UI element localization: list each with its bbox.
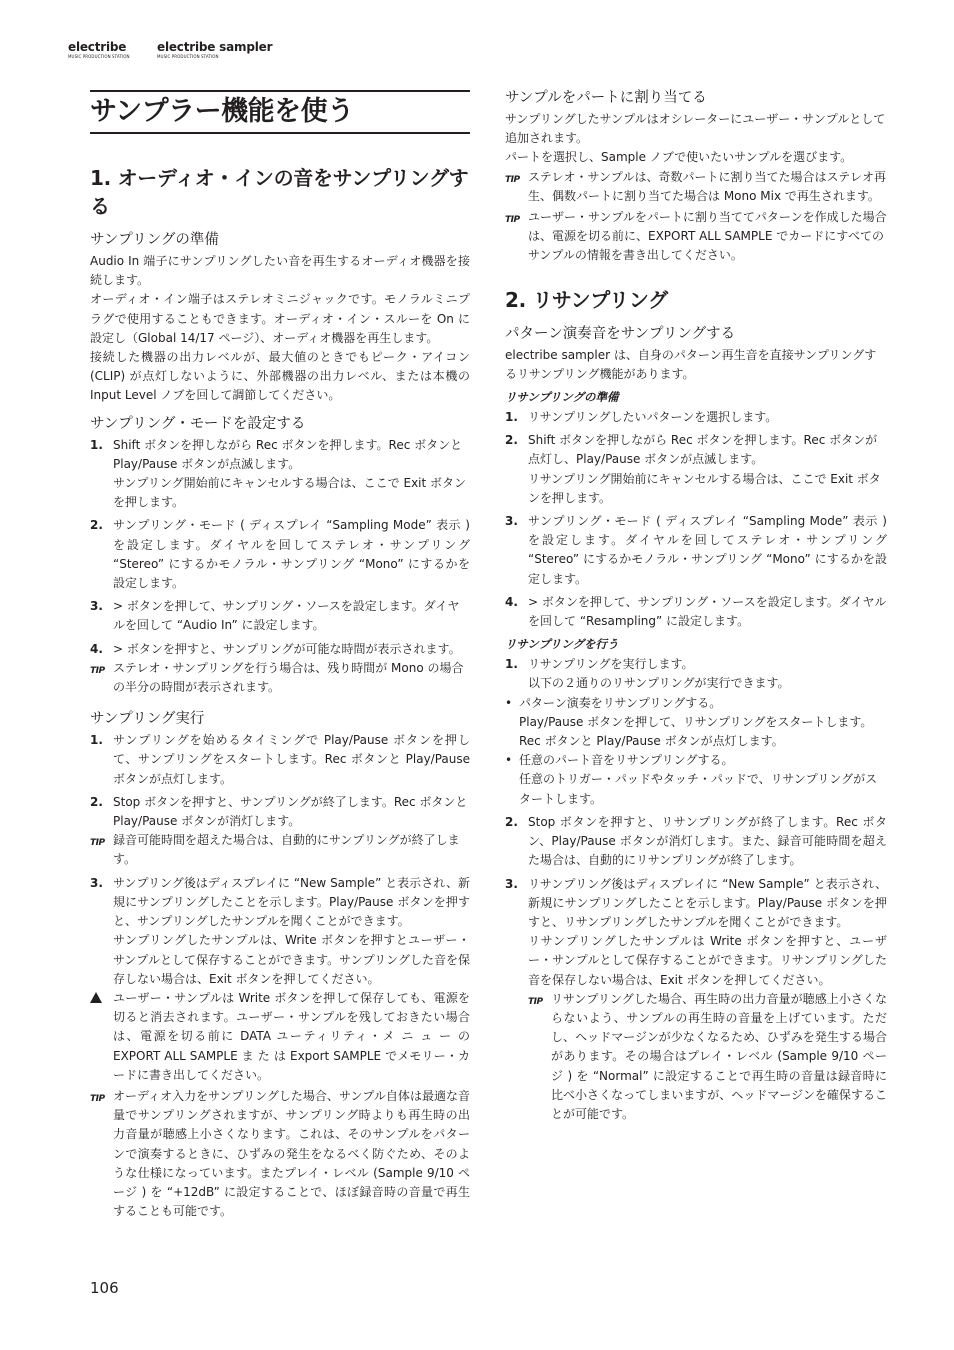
step-text: Shift ボタンを押しながら Rec ボタンを押します。Rec ボタンと Play/Pause ボタンが点滅します。 (113, 437, 463, 471)
step-number: 1. (505, 657, 518, 672)
paragraph: オーディオ・イン端子はステレオミニジャックです。モノラルミニプラグで使用することもできます。オーディオ・イン・スルーを On に設定し（Global 14/17 ページ）、オーディオ機器を再生します。 (90, 292, 470, 345)
step-number: 3. (90, 875, 103, 890)
step-text: > ボタンを押して、サンプリング・ソースを設定します。ダイヤルを回して “Resampling” に設定します。 (528, 594, 887, 629)
step-item (505, 875, 887, 1125)
paragraph: Audio In 端子にサンプリングしたい音を再生するオーディオ機器を接続します。 (90, 254, 470, 288)
step-text: リサンプリングを実行します。 (528, 657, 694, 672)
step-item (90, 874, 470, 1222)
step-number: 3. (90, 599, 103, 614)
step-number: 3. (505, 876, 518, 891)
subsection-heading: サンプリング実行 (90, 711, 205, 728)
subsection-heading: サンプルをパートに割り当てる (505, 90, 707, 106)
warning-text: ユーザー・サンプルは Write ボタンを押して保存しても、電源を切ると消去されます。ユーザー・サンプルを残しておきたい場合は、電源を切る前に DATA ユーティリティ・メ ニ ュ ー の EXPORT ALL SAMPLE ま た は Export SAMPLE でメモリー・カードに書き出してください。 (113, 990, 470, 1082)
step-item (90, 436, 470, 513)
step-text: サンプリング・モード ( ディスプレイ “Sampling Mode” 表示 ) を設定します。ダイヤルを回してステレオ・サンプリング “Stereo” にするかモノラル・サンプリング “Mono” にするかを設定します。 (528, 514, 887, 586)
bullet-text: パターン演奏をリサンプリングする。 (519, 695, 722, 710)
logo-name: electribe sampler (157, 40, 273, 54)
step-text: > ボタンを押すと、サンプリングが可能な時間が表示されます。 (113, 641, 461, 656)
step-number: 2. (90, 794, 103, 809)
step-extra: リサンプリングしたサンプルは Write ボタンを押すと、ユーザー・サンプルとして保存することができます。リサンプリングした音を保存しない場合は、Exit ボタンを押してください。 (528, 934, 887, 987)
warning-icon (90, 992, 102, 1003)
tip-text: リサンプリングした場合、再生時の出力音量が聴感上小さくならないよう、サンプルの再生時の音量を上げています。ただし、ヘッドマージンが少なくなるため、ひずみを発生する場合があります。その場合はプレイ・レベル (Sample 9/10 ページ ) を “Normal” に設定することで再生時の音量は録音時に比べ小さくなってしまいますが、ヘッドマージンを確保することが可能です。 (551, 991, 887, 1121)
bullet-item (505, 751, 887, 809)
tip-text: 録音可能時間を超えた場合は、自動的にサンプリングが終了します。 (113, 833, 460, 867)
subsection-heading: パターン演奏音をサンプリングする (505, 325, 736, 342)
step-extra: サンプリング開始前にキャンセルする場合は、ここで Exit ボタンを押します。 (113, 476, 467, 510)
tip-text: ステレオ・サンプリングを行う場合は、残り時間が Mono の場合の半分の時間が表示されます。 (113, 660, 464, 695)
bullet-extra: Play/Pause ボタンを押して、リサンプリングをスタートします。Rec ボタンと Play/Pause ボタンが点灯します。 (519, 714, 873, 749)
step-number: 3. (505, 514, 518, 529)
bullet-text: 任意のパート音をリサンプリングする。 (519, 753, 734, 768)
step-item (505, 655, 887, 693)
step-item (505, 431, 887, 508)
right-column (505, 88, 887, 1128)
warning-note (90, 989, 470, 1085)
tip-text: ユーザー・サンプルをパートに割り当ててパターンを作成した場合は、電源を切る前に、EXPORT ALL SAMPLE でカードにすべてのサンプルの情報を書き出してください。 (528, 210, 887, 263)
step-number: 4. (90, 641, 103, 656)
tip-icon: TIP (505, 215, 520, 226)
subsection-heading: サンプリング・モードを設定する (90, 415, 306, 432)
tip-icon: TIP (90, 1093, 105, 1104)
step-number: 1. (505, 410, 518, 425)
step-item (505, 593, 887, 631)
step-text: > ボタンを押して、サンプリング・ソースを設定します。ダイヤルを回して “Audio In” に設定します。 (113, 599, 460, 633)
tip-note (505, 208, 887, 266)
tip-text: ステレオ・サンプルは、奇数パートに割り当てた場合はステレオ再生、偶数パートに割り当てた場合は Mono Mix で再生されます。 (528, 169, 886, 203)
step-item (90, 597, 470, 635)
step-number: 1. (90, 437, 103, 452)
tip-icon: TIP (528, 996, 543, 1007)
step-item (90, 793, 470, 870)
step-item (505, 512, 887, 589)
tip-note (528, 990, 887, 1124)
paragraph: サンプリングしたサンプルはオシレーターにユーザー・サンプルとして追加されます。 (505, 112, 886, 146)
electribe-logo (68, 40, 130, 59)
step-number: 2. (505, 814, 518, 829)
paragraph: 接続した機器の出力レベルが、最大値のときでもピーク・アイコン (CLIP) が点灯しないように、外部機器の出力レベル、または本機の Input Level ノブを回して調節してください。 (90, 350, 470, 403)
page-number: 106 (90, 1279, 119, 1297)
section-heading: 1. オーディオ・インの音をサンプリングする (90, 166, 469, 218)
logo-tagline: MUSIC PRODUCTION STATION (157, 54, 219, 59)
tip-text: オーディオ入力をサンプリングした場合、サンプル自体は最適な音量でサンプリングされますが、サンプリング時よりも再生時の出力音量が聴感上小さくなります。これは、そのサンプルをパターンで演奏するときに、ひずみの発生をなるべく防ぐため、そのような仕様になっています。またプレイ・レベル (Sample 9/10 ページ ) を “+12dB” に設定することで、ほぼ録音時の音量で再生することも可能です。 (113, 1088, 470, 1219)
step-extra: リサンプリング開始前にキャンセルする場合は、ここで Exit ボタンを押します。 (528, 471, 881, 505)
tip-icon: TIP (90, 838, 105, 849)
page-title: サンプラー機能を使う (90, 90, 470, 134)
step-text: サンプリングを始めるタイミングで Play/Pause ボタンを押して、サンプリングをスタートします。Rec ボタンと Play/Pause ボタンが点灯します。 (113, 733, 470, 786)
left-column (90, 90, 470, 1225)
section-heading: 2. リサンプリング (505, 287, 668, 312)
tip-note (90, 659, 470, 697)
logo-tagline: MUSIC PRODUCTION STATION (68, 54, 130, 59)
step-number: 1. (90, 733, 103, 748)
step-number: 4. (505, 594, 518, 609)
step-item (505, 408, 887, 427)
step-text: サンプリング・モード ( ディスプレイ “Sampling Mode” 表示 ) を設定します。ダイヤルを回してステレオ・サンプリング “Stereo” にするかモノラル・サンプリング “Mono” にするかを設定します。 (113, 518, 470, 591)
paragraph: パートを選択し、Sample ノブで使いたいサンプルを選びます。 (505, 150, 853, 165)
step-item (505, 813, 887, 871)
step-item (90, 731, 470, 789)
tip-icon: TIP (505, 174, 520, 185)
minor-heading: リサンプリングの準備 (505, 390, 619, 405)
bullet-extra: 任意のトリガー・パッドやタッチ・パッドで、リサンプリングがスタートします。 (519, 772, 878, 806)
step-item (90, 516, 470, 593)
tip-note (90, 1087, 470, 1221)
paragraph: electribe sampler は、自身のパターン再生音を直接サンプリングするリサンプリング機能があります。 (505, 347, 877, 381)
step-extra: サンプリングしたサンプルは、Write ボタンを押すとユーザー・サンプルとして保存することができます。サンプリングした音を保存しない場合は、Exit ボタンを押してください。 (113, 933, 470, 986)
tip-note (505, 168, 887, 206)
step-text: Shift ボタンを押しながら Rec ボタンを押します。Rec ボタンが点灯し、Play/Pause ボタンが点滅します。 (528, 433, 878, 467)
step-text: リサンプリングしたいパターンを選択します。 (528, 410, 778, 425)
step-number: 2. (505, 433, 518, 448)
bullet-dot: • (505, 695, 513, 710)
logo-name: electribe (68, 40, 127, 54)
minor-heading: リサンプリングを行う (505, 637, 619, 652)
subsection-heading: サンプリングの準備 (90, 232, 219, 248)
electribe-sampler-logo (157, 40, 272, 59)
step-item (90, 640, 470, 698)
tip-icon: TIP (90, 665, 105, 676)
step-extra: 以下の２通りのリサンプリングが実行できます。 (528, 676, 790, 691)
step-text: サンプリング後はディスプレイに “New Sample” と表示され、新規にサンプリングしたことを示します。Play/Pause ボタンを押すと、サンプリングしたサンプルを聞くことができます。 (113, 875, 470, 929)
step-number: 2. (90, 518, 103, 533)
step-text: Stop ボタンを押すと、リサンプリングが終了します。Rec ボタン、Play/Pause ボタンが消灯します。また、録音可能時間を超えた場合は、自動的にリサンプリングが終了します。 (528, 814, 887, 868)
step-text: リサンプリング後はディスプレイに “New Sample” と表示され、新規にサンプリングしたことを示します。Play/Pause ボタンを押すと、リサンプリングしたサンプルを聞くことができます。 (528, 876, 887, 929)
step-text: Stop ボタンを押すと、サンプリングが終了します。Rec ボタンと Play/Pause ボタンが消灯します。 (113, 794, 468, 829)
bullet-dot: • (505, 753, 513, 768)
bullet-item (505, 694, 887, 752)
tip-note (90, 831, 470, 869)
